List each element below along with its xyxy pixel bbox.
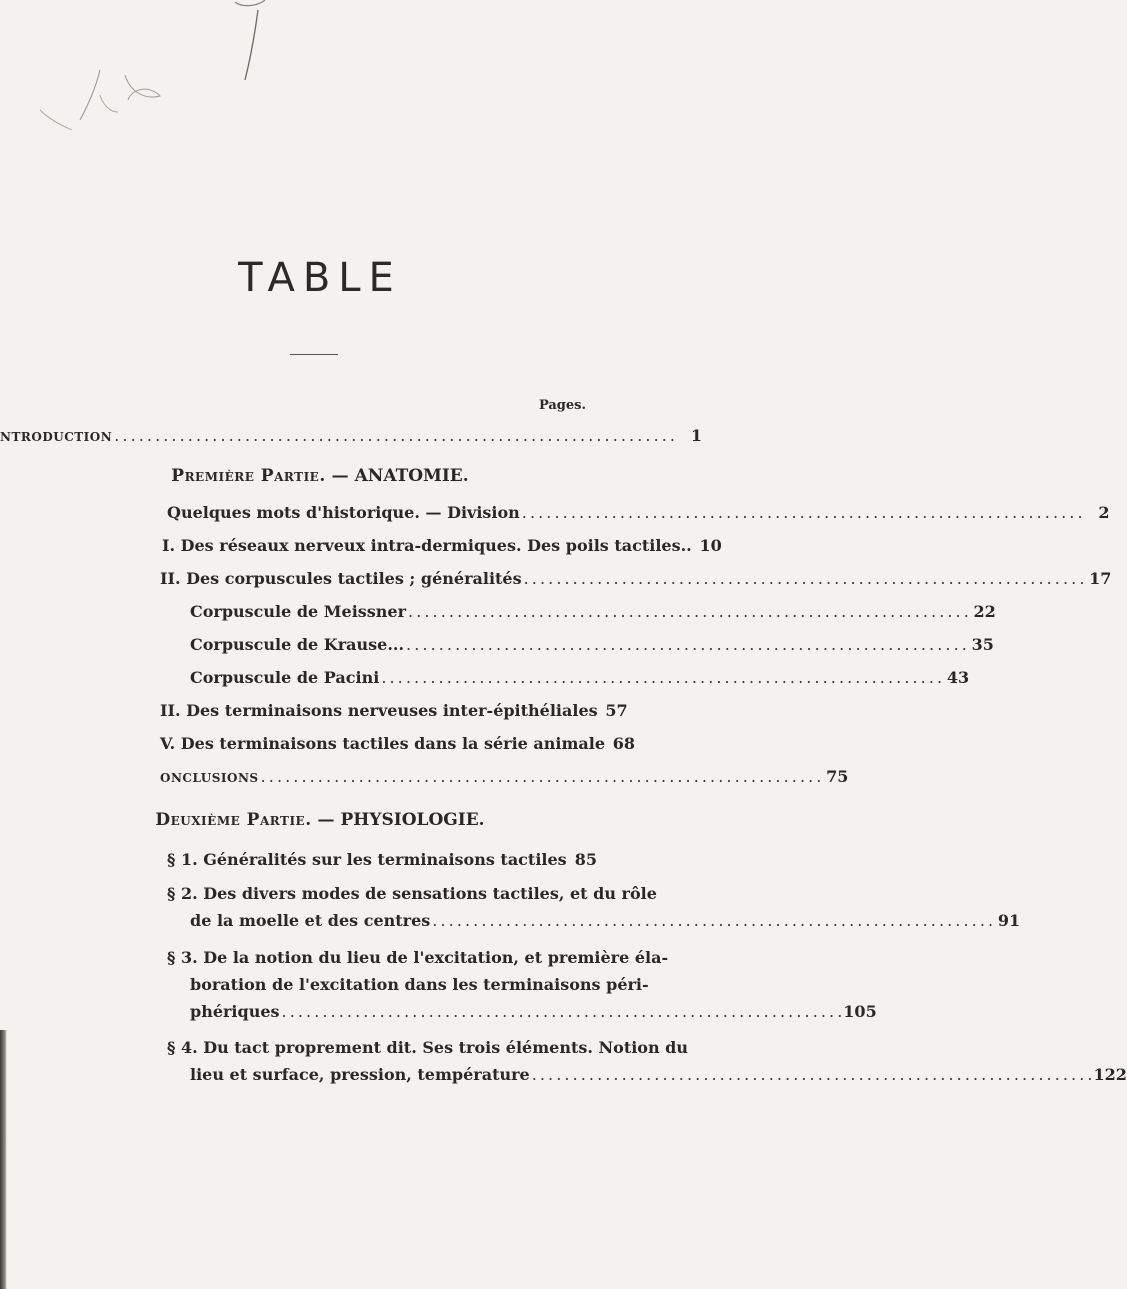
- part-heading-anatomie: [0, 466, 640, 486]
- toc-entry: [167, 503, 1110, 522]
- dot-leader: [432, 907, 992, 934]
- toc-entry-page: 105: [843, 1002, 877, 1021]
- toc-entry: [162, 536, 722, 555]
- dot-leader: [532, 1061, 1092, 1088]
- toc-section-line: phériques: [190, 1002, 280, 1021]
- toc-entry-page: 57: [605, 701, 628, 720]
- toc-entry-label: V. Des terminaisons tactiles dans la série animale: [160, 734, 606, 753]
- title-divider: [290, 354, 338, 355]
- page-title: TABLE: [238, 255, 402, 301]
- toc-entry: [190, 602, 996, 621]
- toc-entry-page: 2: [1098, 503, 1110, 522]
- toc-entry-page: 17: [1089, 569, 1112, 588]
- toc-entry-page: 22: [973, 602, 996, 621]
- toc-section: [167, 846, 597, 873]
- toc-entry-label: II. Des corpuscules tactiles ; généralités: [160, 569, 522, 588]
- toc-section: [167, 1034, 1127, 1088]
- toc-entry-page: 68: [612, 734, 636, 753]
- dot-leader: [261, 767, 821, 786]
- toc-entry-label: Corpuscule de Meissner: [190, 602, 407, 621]
- part-heading-rest: — ANATOMIE.: [325, 466, 469, 486]
- toc-entry: [160, 734, 636, 753]
- toc-entry-label: II. Des terminaisons nerveuses inter-épithéliales: [160, 701, 598, 720]
- toc-entry-label: Corpuscule de Pacini: [190, 668, 380, 687]
- page-edge-shadow: [0, 1030, 7, 1289]
- toc-section-line: § 4. Du tact proprement dit. Ses trois éléments. Notion du: [167, 1038, 688, 1057]
- toc-entry-page: 35: [971, 635, 994, 654]
- toc-entry-label: I. Des réseaux nerveux intra-dermiques. Des poils tactiles..: [162, 536, 692, 555]
- dot-leader: [522, 503, 1082, 522]
- toc-entry-page: 43: [946, 668, 970, 687]
- toc-section-line: § 2. Des divers modes de sensations tactiles, et du rôle: [167, 884, 657, 903]
- toc-entry-label: Corpuscule de Krause...: [190, 635, 405, 654]
- dot-leader: [406, 635, 966, 654]
- toc-entry: [160, 701, 628, 720]
- toc-section-line: § 1. Généralités sur les terminaisons tactiles: [167, 850, 567, 869]
- part-heading-caps: Première Partie.: [171, 466, 326, 486]
- toc-section-line: § 3. De la notion du lieu de l'excitation, et première éla-: [167, 948, 669, 967]
- toc-entry-label: NTRODUCTION: [0, 430, 113, 444]
- toc-entry-conclusions: [160, 767, 849, 786]
- part-heading-physiologie: [0, 810, 640, 830]
- dot-leader: [408, 602, 968, 621]
- handwritten-scribble: [0, 0, 640, 160]
- toc-entry-label: ONCLUSIONS: [160, 771, 259, 785]
- toc-entry-page: 10: [699, 536, 722, 555]
- dot-leader: [282, 998, 842, 1025]
- toc-entry-introduction: [0, 426, 702, 445]
- dot-leader: [381, 668, 941, 687]
- pages-column-label: Pages.: [538, 398, 586, 413]
- toc-entry: [190, 668, 970, 687]
- toc-entry-page: 91: [997, 911, 1021, 930]
- toc-entry-page: 85: [574, 850, 597, 869]
- toc-entry: [190, 635, 994, 654]
- toc-section: [167, 944, 877, 1025]
- toc-entry-page: 75: [826, 767, 849, 786]
- dot-leader: [524, 569, 1084, 588]
- part-heading-rest: — PHYSIOLOGIE.: [311, 810, 485, 830]
- toc-entry-page: 1: [690, 426, 702, 445]
- toc-section: [167, 880, 1021, 934]
- toc-section-line: lieu et surface, pression, température: [190, 1065, 530, 1084]
- part-heading-caps: Deuxième Partie.: [155, 810, 312, 830]
- dot-leader: [114, 426, 674, 445]
- toc-entry-label: Quelques mots d'historique. — Division: [167, 503, 520, 522]
- toc-entry: [160, 569, 1112, 588]
- toc-entry-page: 122: [1093, 1065, 1127, 1084]
- toc-section-line: de la moelle et des centres: [190, 911, 431, 930]
- toc-section-line: boration de l'excitation dans les terminaisons péri-: [190, 975, 649, 994]
